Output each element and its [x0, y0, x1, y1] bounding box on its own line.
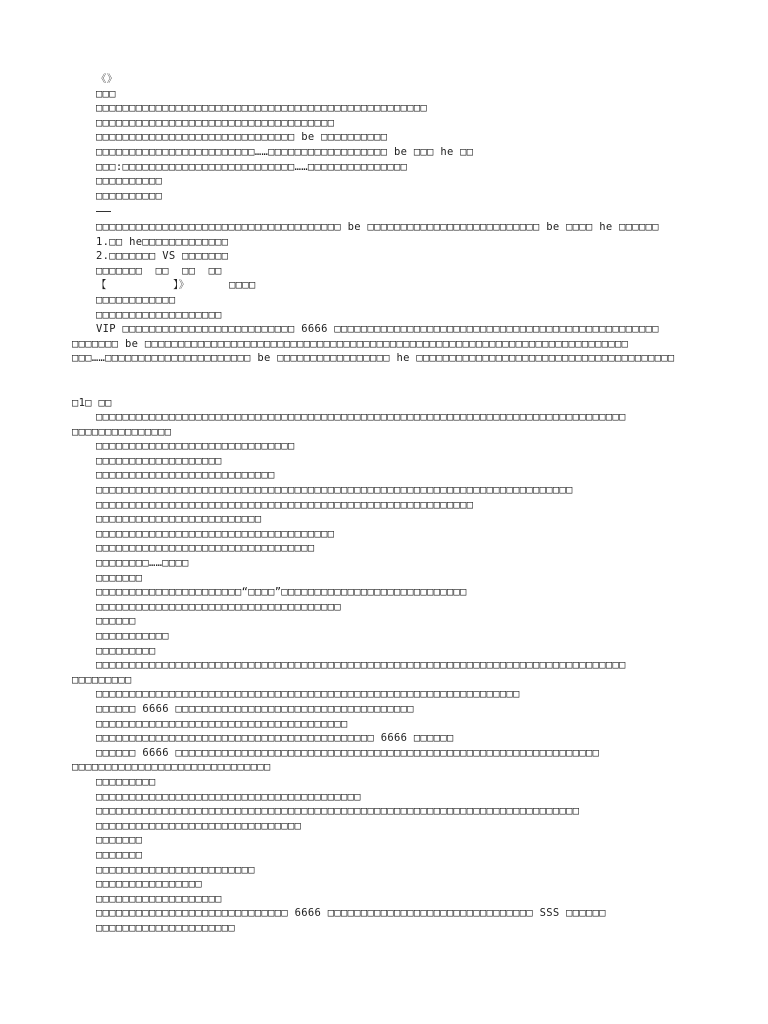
vip-line: □□□□□□□ be □□□□□□□□□□□□□□□□□□□□□□□□□□□□□□□□□□□□□□□□□□□□□□□□□□□□□□□□□□□□□□□□□□□□□□□□□ [72, 337, 629, 350]
body-line: □□□□□□□□□ [72, 673, 132, 686]
body-line: □□□□□□□□□□□□□□□□ [96, 878, 202, 891]
intro-line: 1.□□ he□□□□□□□□□□□□□ [96, 235, 229, 248]
chapter-heading: □1□ □□ [72, 397, 112, 409]
body-line: □□□□□□□□□□□□□□□□□□□□□□□□□□□□□□□□□□□□□□□□□□□□□□□□□□□□□□□□□□□□□□□□□□□□□□□□ [96, 484, 573, 496]
intro-line: □□□□□□□□□□□□ [96, 294, 176, 306]
body-line: □□□□□□□□□□□□□□□□□□□□□□□□□□□□□ 6666 □□□□□□□□□□□□□□□□□□□□□□□□□□□□□□□ SSS □□□□□□ [96, 907, 606, 920]
body-line: □□□□□□□□□ [96, 776, 156, 788]
body-line: □□□□□□□ [96, 834, 143, 847]
body-line: □□□□□□□□□□□□□□□□□□□□□□□□□□□□□□□□□□□□ [96, 527, 335, 540]
body-line: □□□□□□□□□□□□□□□□□□□□□□□□□ [96, 513, 262, 526]
body-line: □□□□□□ [96, 615, 136, 628]
front-matter-line: □□□□□□□□□□□□□□□□□□□□□□□□……□□□□□□□□□□□□□□□□□□ be □□□ he □□ [96, 146, 474, 158]
body-line: □□□□□□□□□□□□□□□□□□□□□□□□□□□□□□□□□□□□□□□□ [96, 790, 361, 803]
front-matter-line: □□□:□□□□□□□□□□□□□□□□□□□□□□□□□□……□□□□□□□□□□□□□□□ [96, 160, 408, 173]
body-line: □□□□□□□□□□□□□□□□□□□□□□□□□□□□□□□□□□□□□□□□□□ 6666 □□□□□□ [96, 732, 454, 745]
body-line: □□□□□□□□□□□□□□□□□□□□□□“□□□□”□□□□□□□□□□□□□□□□□□□□□□□□□□□□ [96, 586, 467, 599]
body-line: □□□□□□□□□□□□□□□□□□□□□□□□□□□□□□□□□ [96, 542, 315, 555]
intro-line: 【 】》 □□□□ [96, 279, 256, 292]
intro-line: □□□□□□□□□□□□□□□□□□□ [96, 308, 222, 321]
front-matter-line: □□□□□□□□□□□□□□□□□□□□□□□□□□□□□□ be □□□□□□□□□□ [96, 131, 388, 144]
intro-line: 2.□□□□□□□ VS □□□□□□□ [96, 250, 229, 263]
body-line: □□□□□□□□□□□□□□□□□□□□□□□□□□□□□□□□□□□□□□□□□□□□□□□□□□□□□□□□□□□□□□□□□□□□□□□□□ [96, 805, 580, 818]
body-line: □□□□□□□□□□□□□□□□□□□□□□□□□□□□□□ [96, 440, 295, 453]
front-matter-line: □□□□□□□□□□ [96, 189, 163, 202]
vip-line: VIP □□□□□□□□□□□□□□□□□□□□□□□□□□ 6666 □□□□□□□□□□□□□□□□□□□□□□□□□□□□□□□□□□□□□□□□□□□□□□□□□ [96, 323, 659, 335]
front-matter-line: □□□□□□□□□□□□□□□□□□□□□□□□□□□□□□□□□□□□□□□□□□□□□□□□□□ [96, 102, 428, 115]
body-line: □□□□□□□□□□□□□□□□□□□□□□□□□□□□□□□□□□□□□□□□□□□□□□□□□□□□□□□□□ [96, 498, 474, 511]
body-line: □□□□□□□□□□□□□□□□□□□□□ [96, 922, 236, 934]
body-line: □□□□□□□□□□□□□□□□□□□□□□□□□□□□□□□ [96, 819, 302, 832]
body-line: □□□□□□□□□□□□□□□□□□□□□□□□□□□ [96, 469, 275, 482]
body-line: □□□□□□□ [96, 849, 143, 861]
body-line: □□□□□□□□□□□□□□□□□□□□□□□□□□□□□□□□□□□□□□□□□□□□□□□□□□□□□□□□□□□□□□□□ [96, 688, 520, 701]
front-matter-line: □□□□□□□□□□□□□□□□□□□□□□□□□□□□□□□□□□□□ [96, 116, 335, 129]
short-divider-rule [96, 211, 111, 212]
body-line: □□□□□□□□□□□□□□□□□□□□□□□□ [96, 863, 255, 876]
body-line: □□□□□□□□□□□□□□□□□□□□□□□□□□□□□□ [72, 761, 271, 774]
intro-line: □□□□□□□ □□ □□ □□ [96, 264, 222, 277]
body-line: □□□□□□□□□ [96, 644, 156, 657]
body-line: □□□□□□□□□□□□□□□□□□□ [96, 892, 222, 905]
front-matter-line: 《》 [96, 73, 118, 85]
front-matter-line: □□□ [96, 87, 116, 100]
body-line: □□□□□□□□□□□□□□□□□□□□□□□□□□□□□□□□□□□□□□□□□□□□□□□□□□□□□□□□□□□□□□□□□□□□□□□□□□□□□□□□ [96, 659, 626, 672]
body-line: □□□□□□□□□□□□□□□□□□□□□□□□□□□□□□□□□□□□□ [96, 600, 341, 613]
intro-line: □□□□□□□□□□□□□□□□□□□□□□□□□□□□□□□□□□□□□ be □□□□□□□□□□□□□□□□□□□□□□□□□□ be □□□□ he □□□□□□ [96, 221, 659, 233]
body-line: □□□□□□ 6666 □□□□□□□□□□□□□□□□□□□□□□□□□□□□□□□□□□□□ [96, 703, 414, 715]
body-line: □□□□□□□□……□□□□ [96, 557, 189, 569]
front-matter-line: □□□□□□□□□□ [96, 175, 163, 188]
body-line: □□□□□□ 6666 □□□□□□□□□□□□□□□□□□□□□□□□□□□□□□□□□□□□□□□□□□□□□□□□□□□□□□□□□□□□□□□□ [96, 746, 600, 759]
body-line: □□□□□□□□□□□□□□□□□□□ [96, 454, 222, 467]
vip-line: □□□……□□□□□□□□□□□□□□□□□□□□□□ be □□□□□□□□□□□□□□□□□ he □□□□□□□□□□□□□□□□□□□□□□□□□□□□□□□□□□□□□□□ [72, 352, 675, 365]
body-line: □□□□□□□ [96, 571, 143, 584]
body-line: □□□□□□□□□□□□□□□□□□□□□□□□□□□□□□□□□□□□□□□□□□□□□□□□□□□□□□□□□□□□□□□□□□□□□□□□□□□□□□□□ [96, 411, 626, 423]
body-line: □□□□□□□□□□□ [96, 630, 169, 642]
body-line: □□□□□□□□□□□□□□□□□□□□□□□□□□□□□□□□□□□□□□ [96, 717, 348, 730]
body-line: □□□□□□□□□□□□□□□ [72, 425, 172, 438]
